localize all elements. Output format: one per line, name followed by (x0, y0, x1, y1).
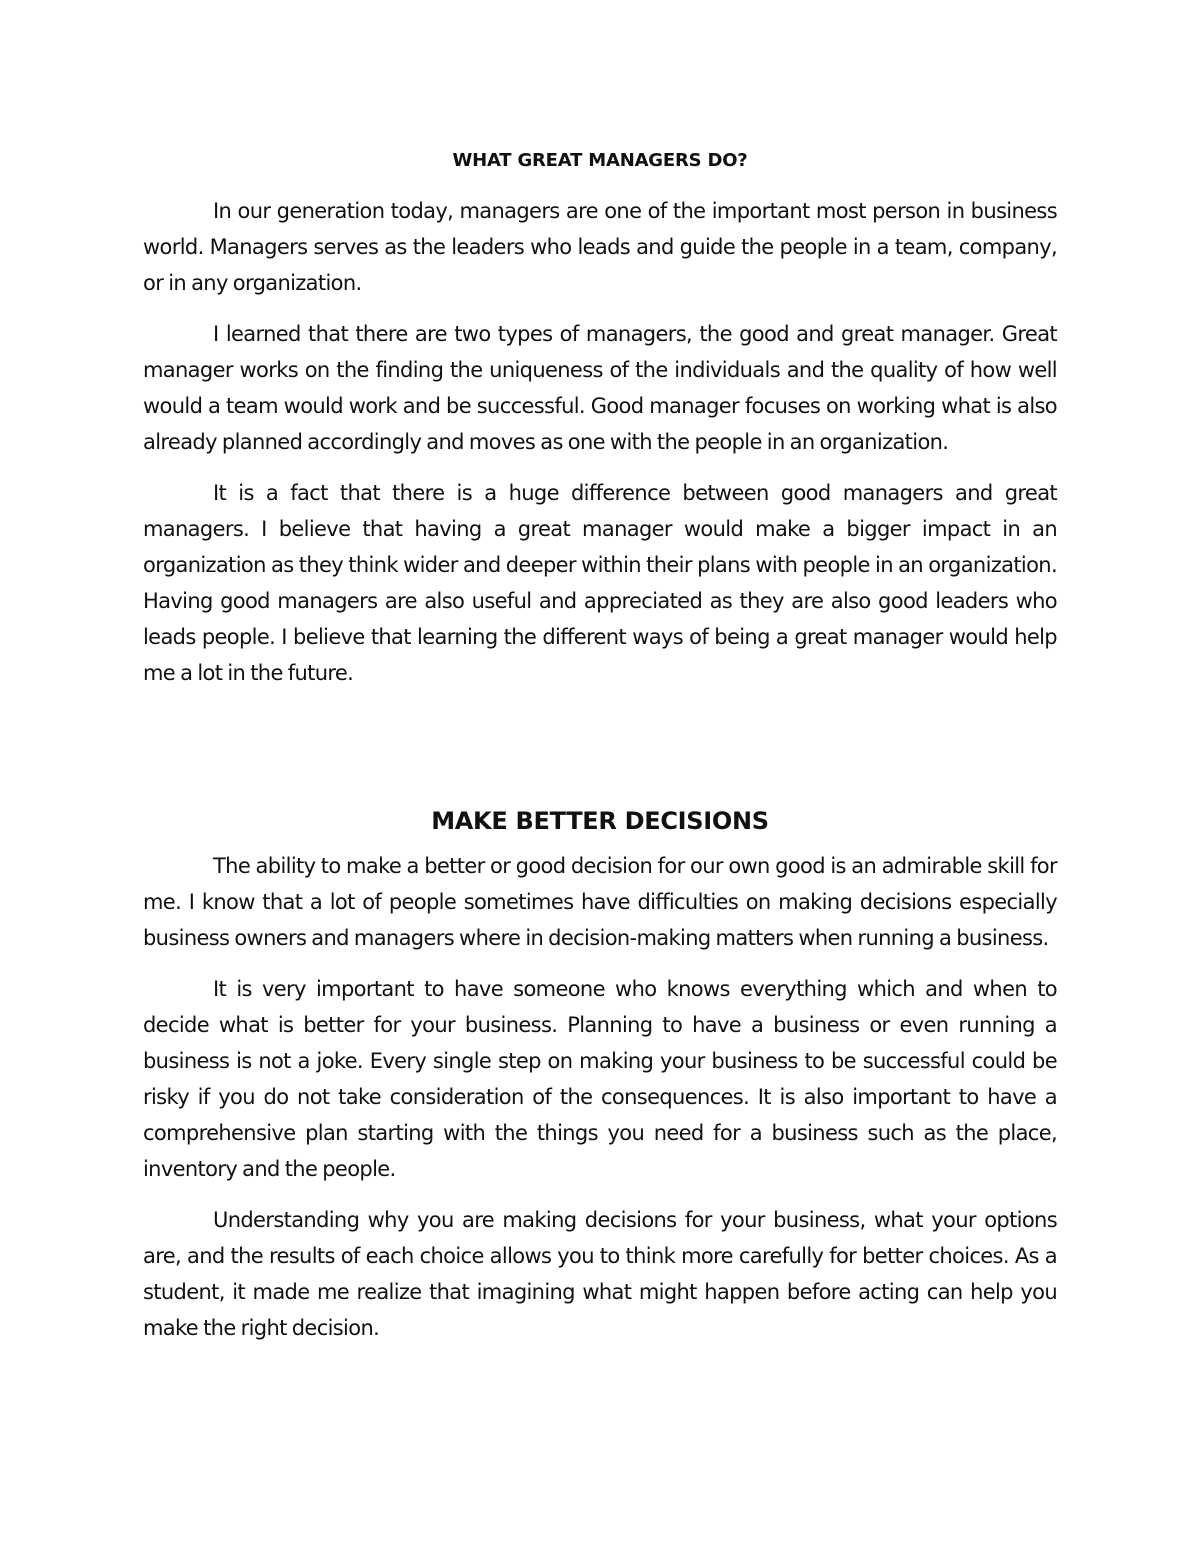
paragraph: I learned that there are two types of managers, the good and great manager. Great manager works on the finding the uniqueness of the individuals and the quality of how well would a team would work and be successful. Good manager focuses on working what is also already planned accordingly and moves as one with the people in an organization. (143, 322, 1057, 454)
section-title: MAKE BETTER DECISIONS (431, 807, 769, 835)
section-make-better-decisions (143, 806, 1057, 1361)
paragraph: It is very important to have someone who knows everything which and when to decide what is better for your business. Planning to have a business or even running a business is not a joke. Every single step on making your business to be successful could be risky if you do not take consideration of the consequences. It is also important to have a comprehensive plan starting with the things you need for a business such as the place, inventory and the people. (143, 977, 1057, 1181)
paragraph: Understanding why you are making decisions for your business, what your options are, and the results of each choice allows you to think more carefully for better choices. As a student, it made me realize that imagining what might happen before acting can help you make the right decision. (143, 1208, 1057, 1340)
section-what-great-managers-do (143, 146, 1057, 706)
paragraph: It is a fact that there is a huge difference between good managers and great managers. I believe that having a great manager would make a bigger impact in an organization as they think wider and deeper within their plans with people in an organization. Having good managers are also useful and appreciated as they are also good leaders who leads people. I believe that learning the different ways of being a great manager would help me a lot in the future. (143, 481, 1057, 685)
paragraph: The ability to make a better or good decision for our own good is an admirable skill for me. I know that a lot of people sometimes have difficulties on making decisions especially business owners and managers where in decision-making matters when running a business. (143, 854, 1057, 950)
section-title: WHAT GREAT MANAGERS DO? (452, 150, 748, 171)
paragraph: In our generation today, managers are one of the important most person in business world. Managers serves as the leaders who leads and guide the people in a team, company, or in any organization. (143, 199, 1057, 295)
